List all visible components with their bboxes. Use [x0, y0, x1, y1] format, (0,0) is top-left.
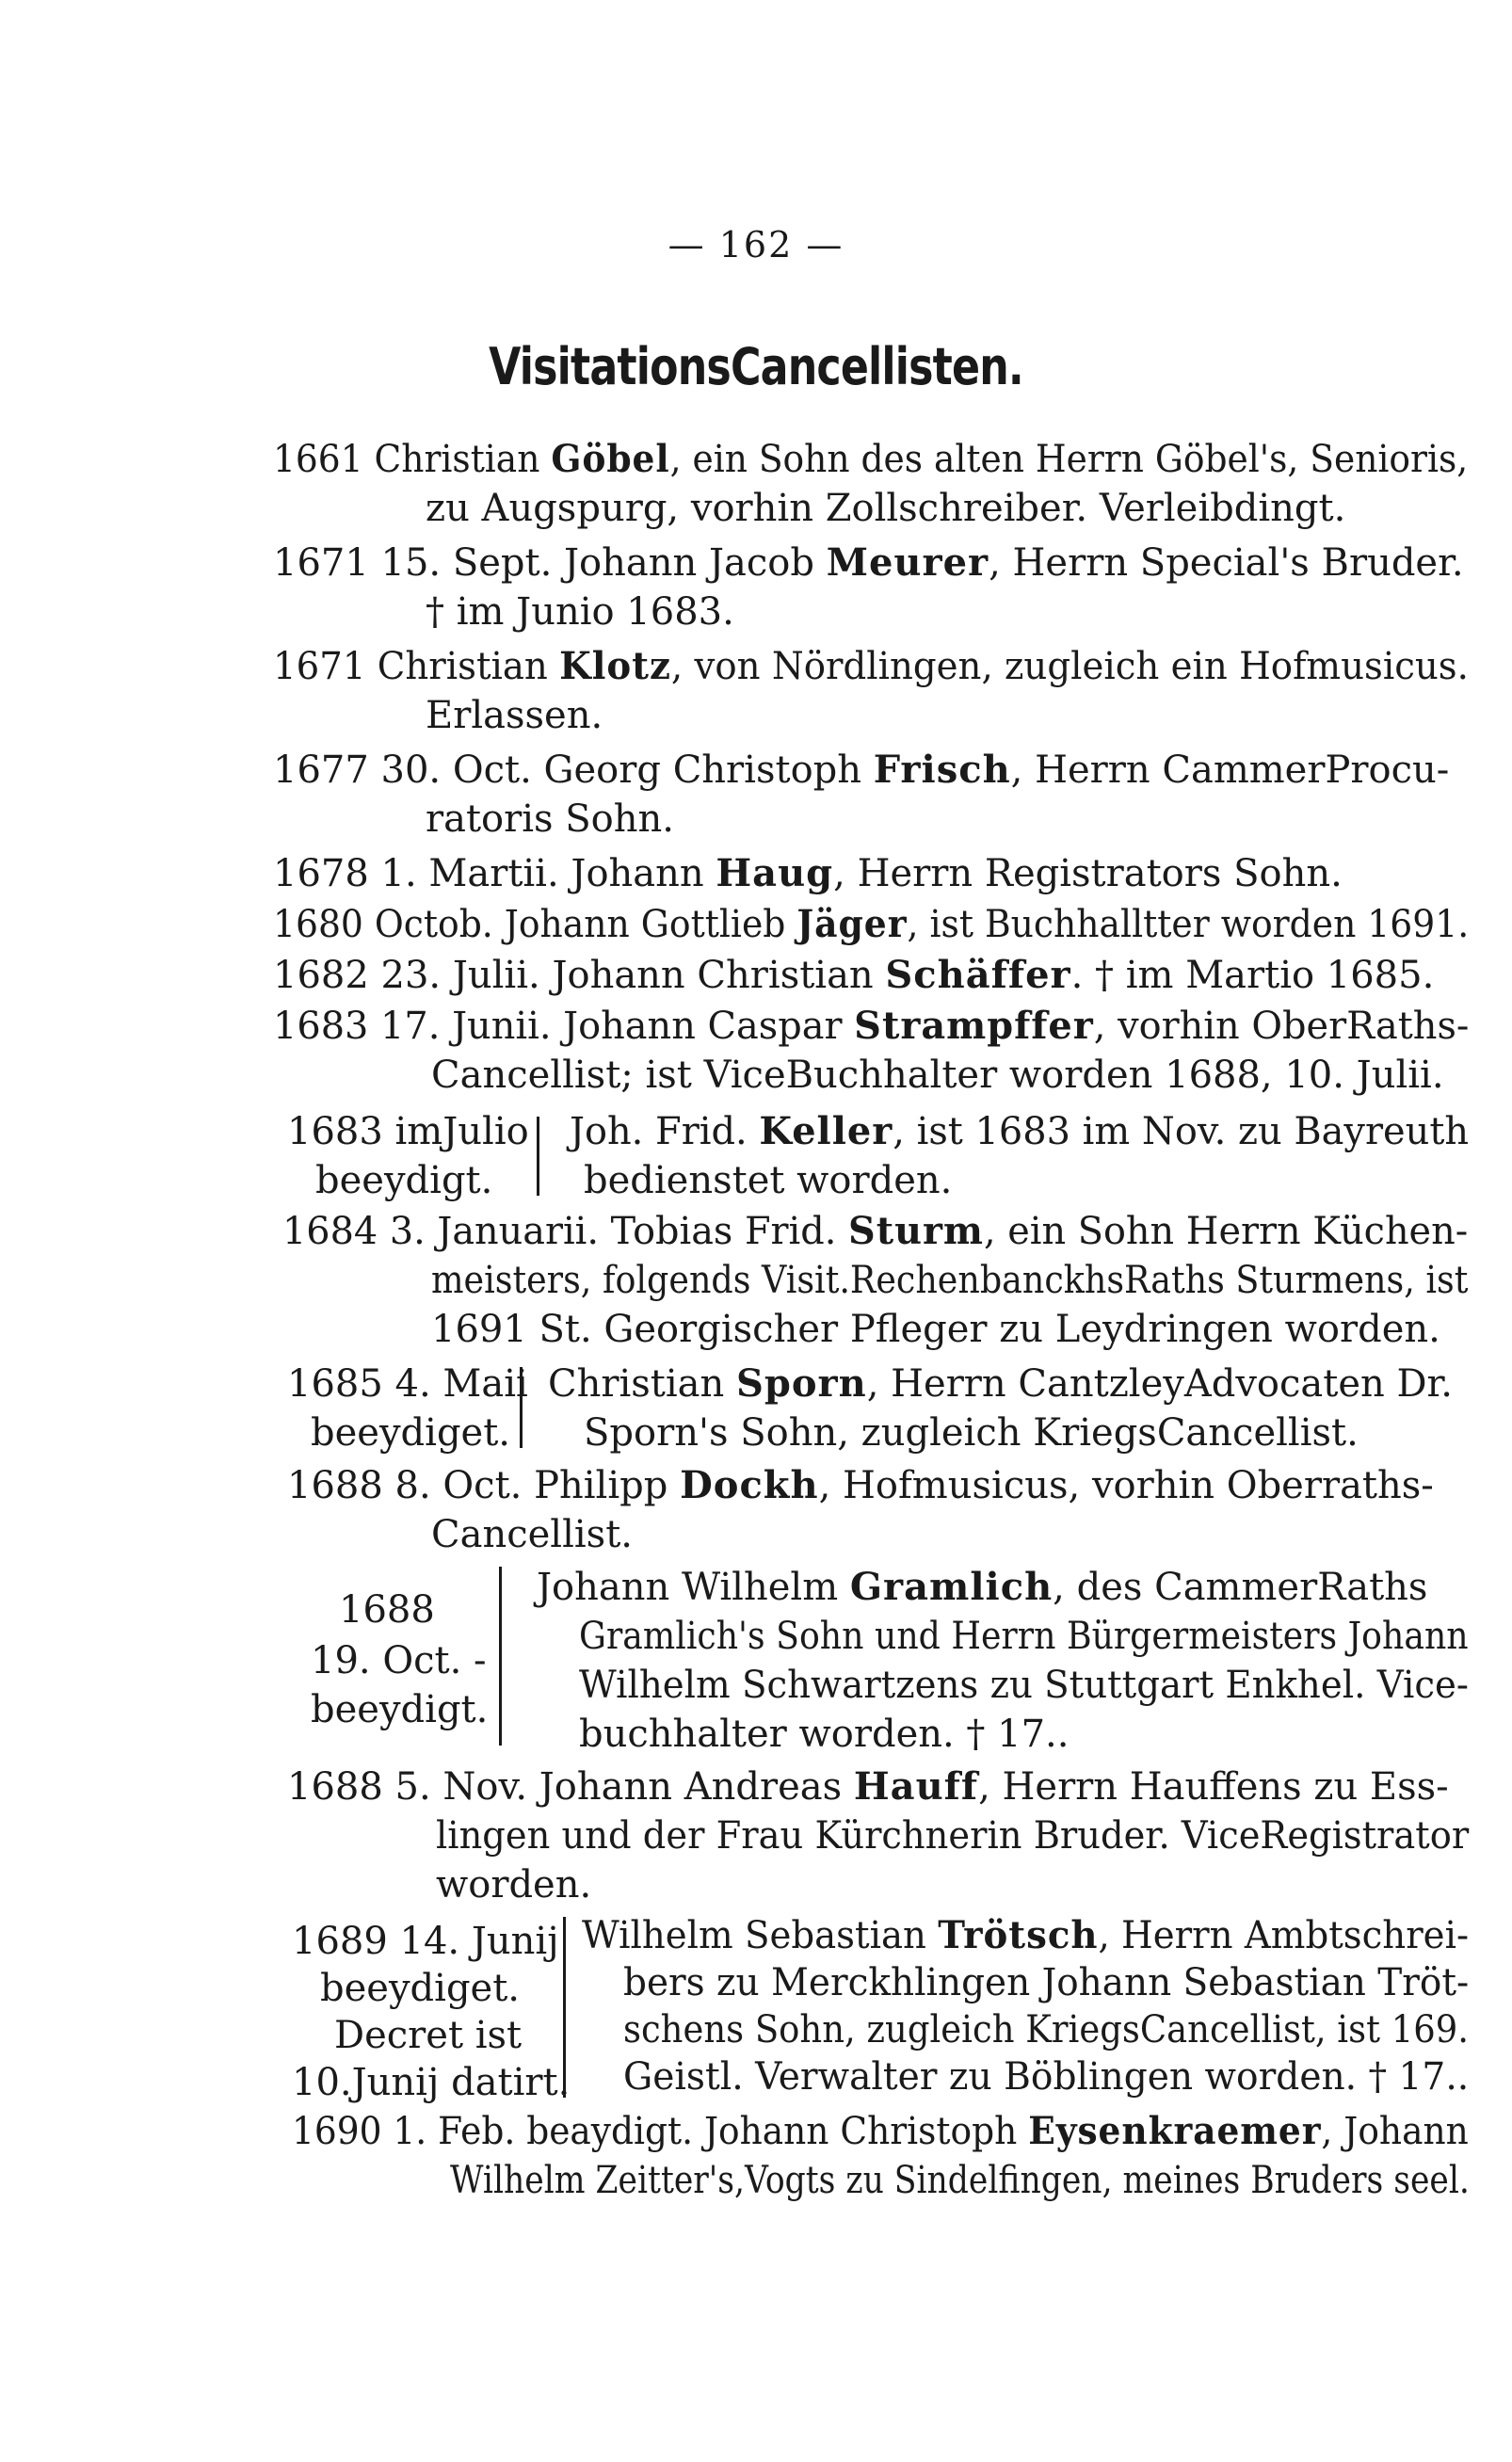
entry-date-note: 1688 [339, 1588, 435, 1632]
entry-surname: Trötsch [938, 1913, 1099, 1957]
entry-line [548, 1360, 1453, 1408]
entry-text: , Herrn Special's Bruder. [989, 541, 1464, 585]
entry-line [287, 1461, 1434, 1510]
entry-surname: Haug [716, 851, 834, 895]
entry-surname: Klotz [559, 644, 671, 688]
entry-text: 1684 3. Januarii. Tobias Frid. [282, 1210, 849, 1253]
entry-line [273, 951, 1434, 1000]
entry-surname: Keller [759, 1109, 893, 1153]
brace-mark [499, 1567, 502, 1746]
entry-line: worden. [436, 1863, 592, 1907]
entry-line [582, 1911, 1469, 1960]
entry-date-note: 10.Junij datirt. [292, 2061, 571, 2104]
entry-text: Johann Wilhelm [537, 1566, 850, 1609]
entry-text: , Johann [1321, 2110, 1469, 2153]
page-number: — 162 — [668, 224, 844, 266]
entry-line [273, 435, 1468, 484]
entry-text: 1682 23. Julii. Johann Christian [273, 954, 886, 997]
entry-text: , des CammerRaths [1053, 1566, 1428, 1609]
entry-surname: Jäger [796, 902, 908, 946]
entry-text: 1678 1. Martii. Johann [273, 852, 716, 895]
entry-text: 1680 Octob. Johann Gottlieb [273, 903, 797, 946]
entry-date-note: Decret ist [334, 2014, 523, 2057]
entry-text: 1690 1. Feb. beaydigt. Johann Christoph [292, 2110, 1029, 2153]
entry-date-note: 1685 4. Maii [287, 1362, 528, 1406]
entry-date-note: 1683 imJulio [287, 1110, 529, 1153]
entry-line: bers zu Merckhlingen Johann Sebastian Tröt- [623, 1961, 1470, 2004]
entry-line: † im Junio 1683. [426, 590, 734, 634]
entry-line [273, 849, 1343, 898]
entry-surname: Sporn [736, 1361, 867, 1406]
entry-text: Christian [548, 1362, 736, 1406]
entry-date-note: beeydigt. [311, 1688, 489, 1731]
entry-line: 1691 St. Georgischer Pfleger zu Leydringen worden. [431, 1308, 1440, 1351]
entry-line [273, 900, 1469, 949]
entry-line: Sporn's Sohn, zugleich KriegsCancellist. [584, 1411, 1359, 1455]
entry-text: , ein Sohn Herrn Küchen- [983, 1210, 1469, 1253]
entry-surname: Frisch [873, 748, 1011, 792]
entry-line [273, 746, 1449, 795]
entry-line: schens Sohn, zugleich KriegsCancellist, ist 169. [623, 2008, 1469, 2052]
brace-mark [537, 1117, 539, 1196]
entry-line [273, 1002, 1469, 1051]
entry-line: Geistl. Verwalter zu Böblingen worden. † 17.. [623, 2055, 1470, 2099]
entry-text: , Herrn CammerProcu- [1010, 748, 1450, 792]
entry-date-note: beeydigt. [315, 1159, 493, 1202]
entry-surname: Gramlich [849, 1565, 1054, 1609]
entry-line: Gramlich's Sohn und Herrn Bürgermeisters Johann [579, 1615, 1469, 1658]
entry-text: Joh. Frid. [570, 1110, 760, 1153]
entry-date-note: beeydiget. [320, 1967, 521, 2010]
entry-text: 1671 15. Sept. Johann Jacob [273, 541, 827, 585]
entry-surname: Hauff [853, 1764, 979, 1809]
entry-line [273, 539, 1464, 587]
entry-text: 1661 Christian [273, 438, 552, 481]
entry-line [282, 1207, 1468, 1256]
entry-line: zu Augspurg, vorhin Zollschreiber. Verleibdingt. [426, 487, 1346, 530]
entry-surname: Strampffer [854, 1004, 1094, 1048]
entry-line [273, 642, 1469, 691]
entry-text: , von Nördlingen, zugleich ein Hofmusicus. [670, 645, 1469, 688]
entry-surname: Eysenkraemer [1028, 2109, 1322, 2153]
entry-line [570, 1107, 1469, 1156]
entry-line: ratoris Sohn. [426, 797, 675, 841]
entry-line: Wilhelm Zeitter's,Vogts zu Sindelfingen, meines Bruders seel. [450, 2159, 1470, 2202]
brace-mark [520, 1367, 523, 1448]
entry-line: Cancellist; ist ViceBuchhalter worden 1688, 10. Julii. [431, 1054, 1444, 1097]
entry-text: , Herrn Ambtschrei- [1098, 1914, 1470, 1957]
entry-line: meisters, folgends Visit.RechenbanckhsRaths Sturmens, ist [431, 1259, 1469, 1302]
entry-text: 1683 17. Junii. Johann Caspar [273, 1005, 855, 1048]
entry-line: Erlassen. [426, 694, 603, 737]
entry-text: , ist 1683 im Nov. zu Bayreuth [893, 1110, 1470, 1153]
entry-line: buchhalter worden. † 17.. [579, 1713, 1070, 1756]
entry-line: lingen und der Frau Kürchnerin Bruder. ViceRegistrator [436, 1814, 1470, 1858]
entry-text: , ein Sohn des alten Herrn Göbel's, Senioris, [669, 438, 1469, 481]
entry-line [292, 2107, 1469, 2156]
entry-text: . † im Martio 1685. [1070, 954, 1435, 997]
entry-date-note: beeydiget. [311, 1411, 511, 1455]
entry-text: 1688 5. Nov. Johann Andreas [287, 1765, 854, 1809]
entry-text: 1671 Christian [273, 645, 560, 688]
entry-date-note: 1689 14. Junij [292, 1920, 559, 1963]
entry-line: bedienstet worden. [584, 1159, 953, 1202]
entry-surname: Meurer [826, 540, 989, 585]
entry-line: Wilhelm Schwartzens zu Stuttgart Enkhel. Vice- [579, 1664, 1469, 1707]
entry-surname: Sturm [848, 1209, 984, 1253]
entry-text: 1688 8. Oct. Philipp [287, 1464, 681, 1507]
entry-surname: Dockh [680, 1463, 819, 1507]
entry-date-note: 19. Oct. - [311, 1639, 487, 1682]
brace-mark [563, 1917, 566, 2098]
entry-line: Cancellist. [431, 1513, 633, 1556]
entry-text: , Herrn Registrators Sohn. [833, 852, 1343, 895]
entry-line [537, 1563, 1427, 1612]
entry-text: , Hofmusicus, vorhin Oberraths- [818, 1464, 1434, 1507]
entry-text: , ist Buchhalltter worden 1691. [907, 903, 1470, 946]
entry-surname: Schäffer [885, 953, 1071, 997]
entry-surname: Göbel [551, 437, 670, 481]
entry-text: Wilhelm Sebastian [582, 1914, 939, 1957]
entry-text: , vorhin OberRaths- [1093, 1005, 1470, 1048]
page-title: VisitationsCancellisten. [489, 337, 1023, 396]
entry-text: , Herrn Hauffens zu Ess- [978, 1765, 1449, 1809]
entry-text: 1677 30. Oct. Georg Christoph [273, 748, 874, 792]
entry-line [287, 1762, 1449, 1811]
entry-text: , Herrn CantzleyAdvocaten Dr. [866, 1362, 1453, 1406]
